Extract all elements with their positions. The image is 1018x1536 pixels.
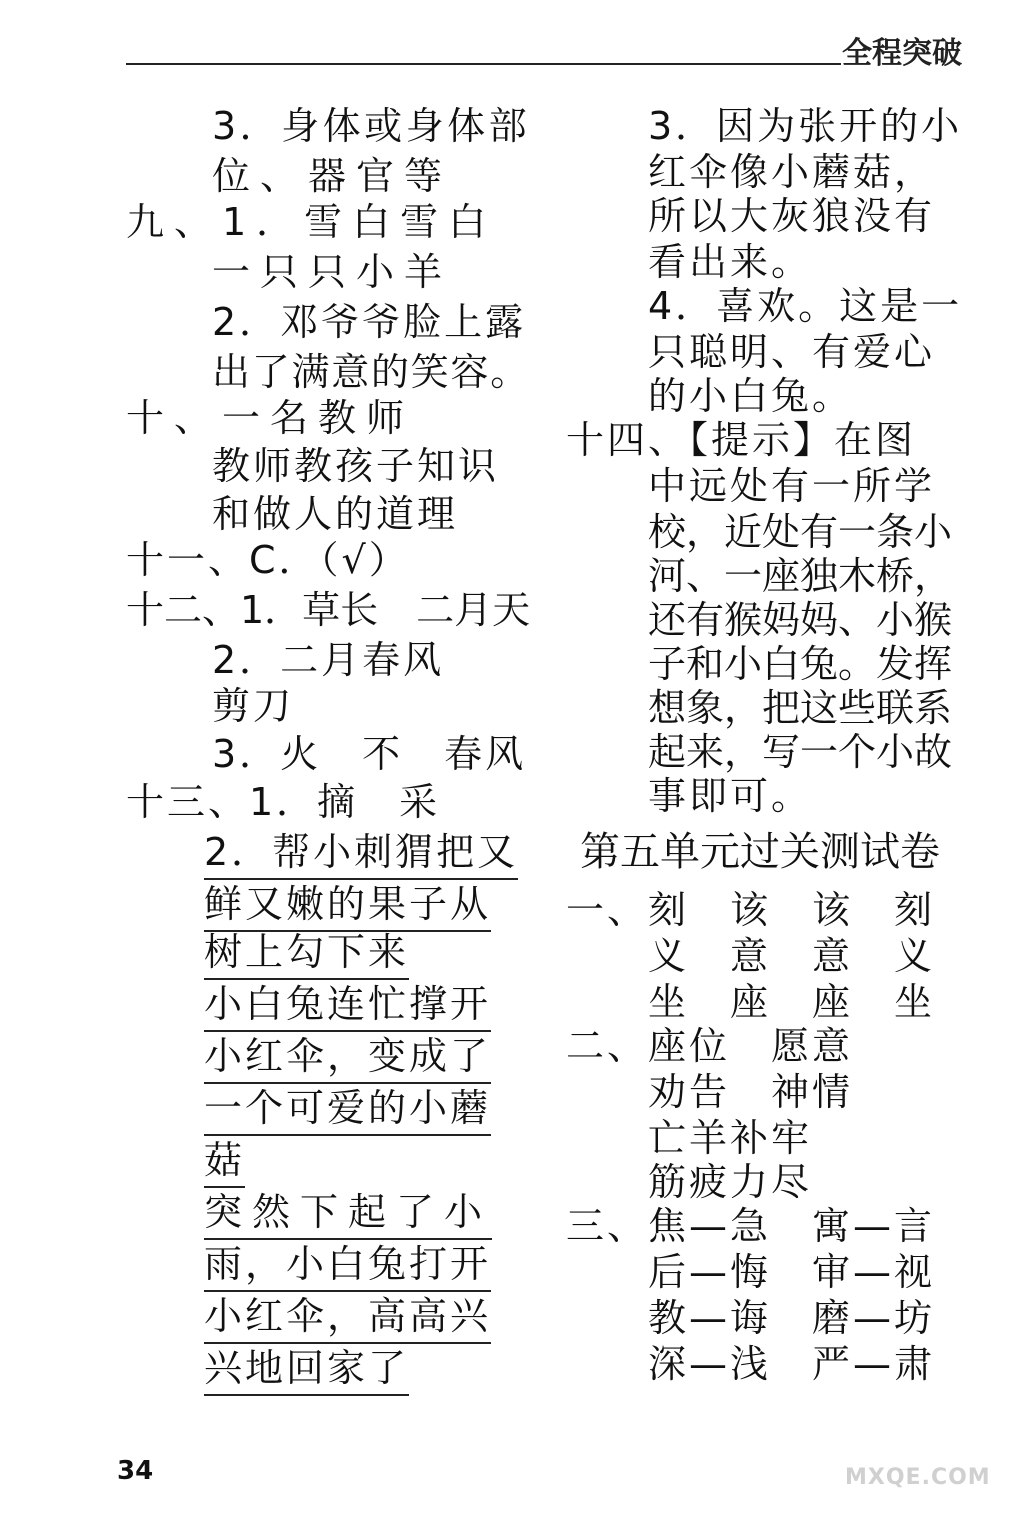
answer-line: 2．邓爷爷脸上露 <box>212 300 527 344</box>
underlined-answer-line: 雨，小白兔打开 <box>204 1238 491 1292</box>
answer-line: 出了满意的笑容。 <box>212 350 531 394</box>
answer-line: 十三、1．摘 采 <box>126 780 441 824</box>
answer-line: 红伞像小蘑菇， <box>648 150 936 194</box>
answer-line: 还有猴妈妈、小猴 <box>648 598 953 642</box>
answer-line: 中远处有一所学 <box>648 464 936 508</box>
answer-line: 2．二月春风 <box>212 638 445 682</box>
page-number: 34 <box>117 1456 154 1486</box>
answer-line: 4．喜欢。这是一 <box>648 284 963 328</box>
underlined-answer-line: 一个可爱的小蘑 <box>204 1082 491 1136</box>
underlined-answer-line: 兴地回家了 <box>204 1342 409 1396</box>
answer-line: 剪刀 <box>212 684 295 728</box>
answer-line: 所以大灰狼没有 <box>648 194 936 238</box>
answer-line: 十一、C．（√） <box>126 538 410 582</box>
answer-line: 筋疲力尽 <box>648 1160 813 1204</box>
answer-line: 事即可。 <box>648 774 813 818</box>
answer-line: 子和小白兔。发挥 <box>648 642 953 686</box>
answer-line: 三、焦—急 寓—言 <box>566 1204 936 1248</box>
answer-line: 想象，把这些联系 <box>648 686 953 730</box>
underlined-answer-line: 小白兔连忙撑开 <box>204 978 491 1032</box>
answer-line: 劝告 神情 <box>648 1070 854 1114</box>
header-rule <box>126 63 841 65</box>
section-title: 第五单元过关测试卷 <box>580 829 940 875</box>
answer-line: 起来，写一个小故 <box>648 730 953 774</box>
answer-line: 看出来。 <box>648 240 813 284</box>
answer-line: 十四、【提示】在图 <box>566 418 917 462</box>
header-title: 全程突破 <box>842 36 962 71</box>
answer-line: 教—诲 磨—坊 <box>648 1296 936 1340</box>
answer-line: 二、座位 愿意 <box>566 1024 854 1068</box>
underlined-answer-line: 鲜又嫩的果子从 <box>204 878 491 932</box>
answer-line: 校，近处有一条小 <box>648 510 953 554</box>
underlined-answer-line: 小红伞，高高兴 <box>204 1290 491 1344</box>
answer-line: 位、器官等 <box>212 154 453 198</box>
underlined-answer-line: 菇 <box>204 1134 245 1188</box>
answer-line: 一只只小羊 <box>212 250 453 294</box>
answer-line: 亡羊补牢 <box>648 1116 813 1160</box>
answer-line: 只聪明、有爱心 <box>648 330 936 374</box>
answer-line: 深—浅 严—肃 <box>648 1342 936 1386</box>
answer-line: 的小白兔。 <box>648 374 854 418</box>
underlined-answer-line: 树上勾下来 <box>204 926 409 980</box>
answer-line: 义 意 意 义 <box>648 934 936 978</box>
watermark: MXQE.COM <box>845 1465 991 1490</box>
answer-line: 一、刻 该 该 刻 <box>566 888 936 932</box>
underlined-answer-line: 突然下起了小 <box>204 1186 492 1240</box>
answer-line: 九、1．雪白雪白 <box>126 200 497 244</box>
answer-line: 3．因为张开的小 <box>648 104 963 148</box>
answer-line: 坐 座 座 坐 <box>648 980 936 1024</box>
answer-line: 十、一名教师 <box>126 396 415 440</box>
answer-line: 十二、1．草长 二月天 <box>126 588 531 632</box>
underlined-answer-line: 2．帮小刺猬把又 <box>204 826 518 880</box>
answer-line: 3．身体或身体部 <box>212 104 531 148</box>
underlined-answer-line: 小红伞，变成了 <box>204 1030 491 1084</box>
answer-line: 和做人的道理 <box>212 492 459 536</box>
answer-line: 3．火 不 春风 <box>212 732 527 776</box>
answer-line: 教师教孩子知识 <box>212 444 500 488</box>
answer-line: 后—悔 审—视 <box>648 1250 936 1294</box>
answer-line: 河、一座独木桥， <box>648 554 953 598</box>
